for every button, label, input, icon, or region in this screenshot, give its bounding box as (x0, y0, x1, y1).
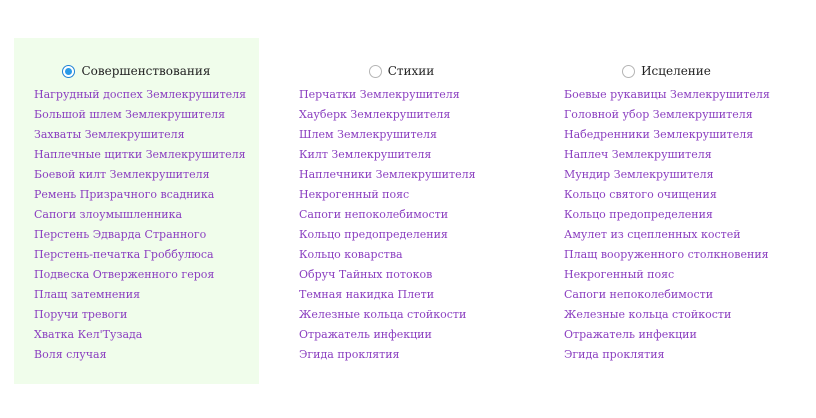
item-link[interactable]: Эгида проклятия (564, 348, 665, 361)
item-link[interactable]: Плащ вооруженного столкновения (564, 248, 769, 261)
option-header-elemental[interactable] (299, 59, 524, 83)
item-link[interactable]: Набедренники Землекрушителя (564, 128, 754, 141)
item-link[interactable]: Ремень Призрачного всадника (34, 188, 215, 201)
item-link[interactable]: Наплечники Землекрушителя (299, 168, 476, 181)
item-link[interactable]: Амулет из сцепленных костей (564, 228, 741, 241)
item-link[interactable]: Эгида проклятия (299, 348, 400, 361)
item-link[interactable]: Обруч Тайных потоков (299, 268, 433, 281)
item-link[interactable]: Подвеска Отверженного героя (34, 268, 215, 281)
item-link[interactable]: Перчатки Землекрушителя (299, 88, 460, 101)
item-link[interactable]: Килт Землекрушителя (299, 148, 432, 161)
radio-restoration[interactable] (622, 65, 635, 78)
item-link[interactable]: Некрогенный пояс (299, 188, 410, 201)
item-link[interactable]: Нагрудный доспех Землекрушителя (34, 88, 247, 101)
item-list-elemental (299, 85, 524, 365)
option-label-enhancement[interactable]: Совершенствования (81, 64, 211, 78)
item-link[interactable]: Большой шлем Землекрушителя (34, 108, 226, 121)
item-link[interactable]: Кольцо коварства (299, 248, 403, 261)
item-list-restoration (564, 85, 789, 365)
item-link[interactable]: Кольцо предопределения (564, 208, 713, 221)
column-restoration (544, 38, 789, 384)
option-label-restoration[interactable]: Исцеление (641, 64, 711, 78)
radio-enhancement[interactable] (62, 65, 75, 78)
item-link[interactable]: Наплечные щитки Землекрушителя (34, 148, 246, 161)
item-link[interactable]: Перстень Эдварда Странного (34, 228, 207, 241)
item-link[interactable]: Хватка Кел'Тузада (34, 328, 143, 341)
spec-columns (14, 38, 789, 384)
item-link[interactable]: Кольцо предопределения (299, 228, 448, 241)
option-header-enhancement[interactable] (34, 59, 259, 83)
radio-elemental[interactable] (369, 65, 382, 78)
item-link[interactable]: Перстень-печатка Гроббулюса (34, 248, 214, 261)
item-link[interactable]: Сапоги злоумышленника (34, 208, 183, 221)
item-link[interactable]: Некрогенный пояс (564, 268, 675, 281)
item-link[interactable]: Захваты Землекрушителя (34, 128, 185, 141)
item-link[interactable]: Наплеч Землекрушителя (564, 148, 712, 161)
item-link[interactable]: Боевые рукавицы Землекрушителя (564, 88, 770, 101)
item-link[interactable]: Отражатель инфекции (564, 328, 697, 341)
item-link[interactable]: Шлем Землекрушителя (299, 128, 437, 141)
item-link[interactable]: Кольцо святого очищения (564, 188, 717, 201)
item-link[interactable]: Плащ затемнения (34, 288, 141, 301)
option-header-restoration[interactable] (564, 59, 789, 83)
item-link[interactable]: Железные кольца стойкости (564, 308, 732, 321)
item-link[interactable]: Боевой килт Землекрушителя (34, 168, 210, 181)
item-link[interactable]: Воля случая (34, 348, 107, 361)
item-link[interactable]: Хауберк Землекрушителя (299, 108, 451, 121)
item-link[interactable]: Сапоги непоколебимости (564, 288, 714, 301)
item-list-enhancement (34, 85, 259, 365)
item-link[interactable]: Мундир Землекрушителя (564, 168, 714, 181)
item-link[interactable]: Сапоги непоколебимости (299, 208, 449, 221)
item-link[interactable]: Железные кольца стойкости (299, 308, 467, 321)
item-link[interactable]: Темная накидка Плети (299, 288, 435, 301)
item-link[interactable]: Головной убор Землекрушителя (564, 108, 753, 121)
column-enhancement (14, 38, 259, 384)
option-label-elemental[interactable]: Стихии (387, 64, 435, 78)
item-link[interactable]: Поручи тревоги (34, 308, 128, 321)
item-link[interactable]: Отражатель инфекции (299, 328, 432, 341)
column-elemental (279, 38, 524, 384)
